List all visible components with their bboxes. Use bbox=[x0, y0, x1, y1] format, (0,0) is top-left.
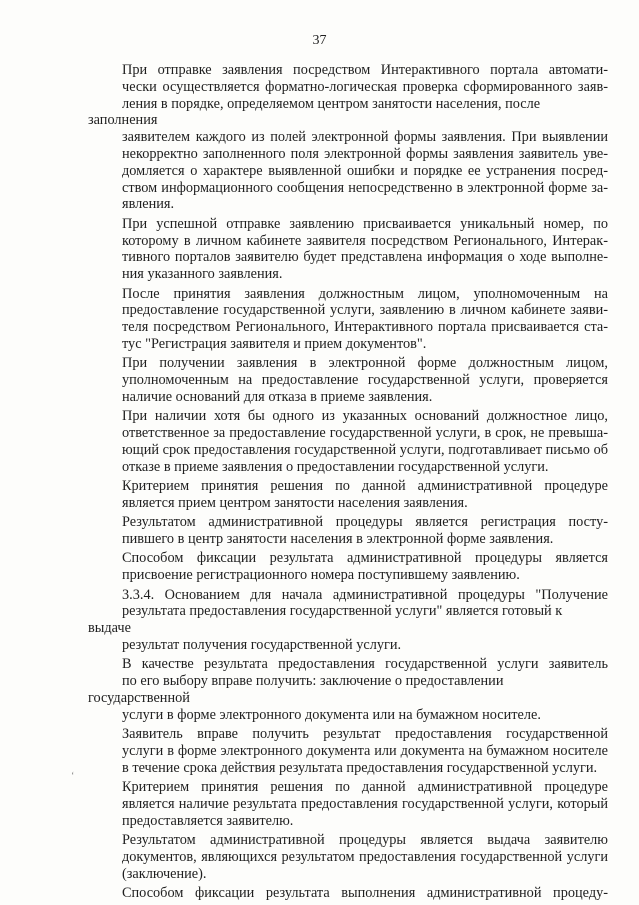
paragraph bbox=[88, 550, 608, 584]
text-line: ответственное за предоставление государственной услуги, в срок, не превыша- bbox=[122, 425, 608, 442]
text-line: При наличии хотя бы одного из указанных оснований должностное лицо, bbox=[122, 408, 608, 425]
text-line: После принятия заявления должностным лицом, уполномоченным на bbox=[122, 285, 608, 302]
scan-mark: ʻ bbox=[71, 771, 75, 782]
text-line: некорректно заполненного поля электронной формы заявления заявитель уве- bbox=[122, 145, 608, 162]
text-line: является наличие результата предоставления государственной услуги, который bbox=[122, 796, 608, 812]
text-line: предоставляется заявителю. bbox=[122, 812, 294, 829]
paragraph bbox=[88, 726, 608, 776]
text-line: является прием центром занятости населения заявления. bbox=[122, 494, 468, 511]
text-line: теля посредством Регионального, Интерактивного портала присваивается ста- bbox=[122, 319, 608, 336]
text-line: услуги в форме электронного документа или документа на бумажном носителе bbox=[122, 743, 608, 760]
text-line: Способом фиксации результата выполнения административной процеду- bbox=[122, 885, 608, 902]
text-line: Заявитель вправе получить результат предоставления государственной bbox=[122, 726, 608, 743]
text-line: явления. bbox=[122, 196, 175, 213]
page-number: 37 bbox=[312, 33, 327, 48]
text-line: Результатом административной процедуры является регистрация посту- bbox=[122, 514, 608, 531]
text-line: результата предоставления государственной услуги" является готовый к выдаче bbox=[88, 603, 563, 637]
text-line: отказе в приеме заявления о предоставлении государственной услуги. bbox=[122, 458, 549, 475]
text-line: Критерием принятия решения по данной административной процедуре bbox=[122, 478, 608, 495]
text-line: чески осуществляется форматно-логическая проверка сформированного заяв- bbox=[122, 78, 608, 95]
paragraph bbox=[88, 355, 608, 405]
text-line: Способом фиксации результата административной процедуры является bbox=[122, 550, 608, 567]
paragraph bbox=[88, 885, 608, 902]
text-line: При отправке заявления посредством Интерактивного портала автомати- bbox=[122, 62, 608, 78]
text-line: ющий срок предоставления государственной услуги, подготавливает письмо об bbox=[122, 441, 608, 458]
paragraph bbox=[88, 216, 608, 283]
text-line: результат получения государственной услуги. bbox=[122, 637, 402, 654]
text-line: При получении заявления в электронной форме должностным лицом, bbox=[122, 355, 608, 372]
text-line: по его выбору вправе получить: заключение о предоставлении государственной bbox=[88, 673, 504, 707]
text-line: Критерием принятия решения по данной административной процедуре bbox=[122, 779, 608, 796]
text-line: заявителем каждого из полей электронной формы заявления. При выявлении bbox=[122, 129, 608, 146]
text-line: пившего в центр занятости населения в электронной форме заявления. bbox=[122, 531, 554, 548]
paragraph bbox=[88, 656, 608, 723]
text-line: При успешной отправке заявлению присваивается уникальный номер, по bbox=[122, 215, 608, 232]
text-line: уполномоченным на предоставление государственной услуги, проверяется bbox=[122, 372, 608, 389]
paragraph bbox=[88, 478, 608, 512]
text-line: В качестве результата предоставления государственной услуги заявитель bbox=[122, 656, 608, 673]
paragraph bbox=[88, 514, 608, 548]
paragraph bbox=[88, 587, 608, 654]
text-line: предоставление государственной услуги, заявлению в личном кабинете заяви- bbox=[122, 302, 608, 319]
text-line: тус "Регистрация заявителя и прием документов". bbox=[122, 335, 427, 352]
text-line: (заключение). bbox=[122, 865, 207, 882]
text-line: ния указанного заявления. bbox=[122, 266, 283, 283]
text-line: документов, являющихся результатом предоставления государственной услуги bbox=[122, 848, 608, 865]
text-line: тивного порталов заявителю будет представлена информация о ходе выполне- bbox=[122, 249, 608, 266]
text-line: наличие оснований для отказа в приеме заявления. bbox=[122, 388, 433, 405]
text-line: домляется о характере выявленной ошибки и порядке ее устранения посред- bbox=[122, 162, 608, 179]
text-line: присвоение регистрационного номера поступившему заявлению. bbox=[122, 567, 520, 584]
text-line: ством информационного сообщения непосредственно в электронной форме за- bbox=[122, 179, 608, 196]
paragraph bbox=[88, 62, 608, 213]
text-line: Результатом административной процедуры является выдача заявителю bbox=[122, 832, 608, 849]
paragraph bbox=[88, 408, 608, 475]
text-line: которому в личном кабинете заявителя посредством Регионального, Интерак- bbox=[122, 232, 608, 249]
paragraph bbox=[88, 286, 608, 353]
text-line: в течение срока действия результата предоставления государственной услуги. bbox=[122, 759, 598, 776]
paragraph bbox=[88, 832, 608, 882]
text-line: 3.3.4. Основанием для начала административной процедуры "Получение bbox=[122, 586, 608, 603]
text-line: услуги в форме электронного документа или на бумажном носителе. bbox=[122, 706, 541, 723]
text-line: ления в порядке, определяемом центром занятости населения, после заполнения bbox=[88, 95, 541, 129]
paragraph bbox=[88, 779, 608, 829]
document-body bbox=[88, 62, 608, 905]
